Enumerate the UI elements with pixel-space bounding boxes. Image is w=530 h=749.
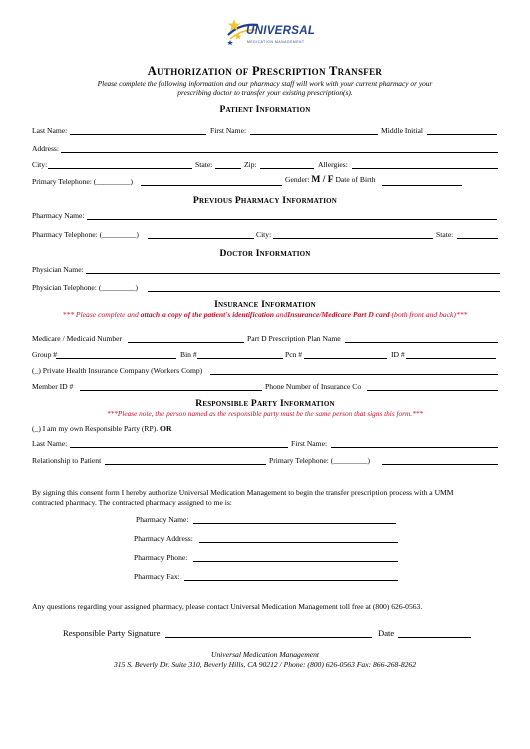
part-d-plan-label: Part D Prescription Plan Name — [247, 334, 341, 343]
gender-label: Gender: — [285, 175, 310, 184]
bin-label: Bin # — [180, 350, 197, 359]
medicare-number-field[interactable] — [128, 342, 244, 343]
gender-options[interactable]: M / F — [311, 175, 334, 185]
prev-pharmacy-phone-field[interactable] — [148, 238, 254, 239]
city-label: City: — [32, 160, 48, 169]
rp-last-name-label: Last Name: — [32, 439, 68, 448]
rp-last-name-field[interactable] — [70, 447, 288, 448]
allergies-field[interactable] — [352, 168, 498, 169]
id-label: ID # — [391, 350, 405, 359]
last-name-field[interactable] — [70, 134, 206, 135]
bin-field[interactable] — [197, 358, 283, 359]
questions-text: Any questions regarding your assigned pharmacy, please contact Universal Medication Management toll free at (800) 626-0563. — [32, 602, 423, 611]
rp-signature-label: Responsible Party Signature — [63, 628, 161, 638]
intro-text-line1: Please complete the following information and our pharmacy staff will work with your current pharmacy or your — [97, 79, 433, 88]
middle-initial-label: Middle Initial — [381, 126, 423, 135]
own-rp-row[interactable] — [32, 424, 171, 433]
group-label: Group # — [32, 350, 58, 359]
doctor-info-heading: Doctor Information — [219, 248, 311, 259]
rp-first-name-label: First Name: — [291, 439, 328, 448]
rp-phone-label: Primary Telephone: (_________) — [269, 456, 370, 465]
member-id-label: Member ID # — [32, 382, 74, 391]
dob-label: Date of Birth — [335, 175, 376, 184]
footer-company: Universal Medication Management — [211, 650, 319, 659]
zip-label: Zip: — [244, 160, 257, 169]
state-field[interactable] — [215, 168, 241, 169]
assigned-pharmacy-address-label: Pharmacy Address: — [134, 534, 193, 543]
assigned-pharmacy-name-label: Pharmacy Name: — [136, 515, 189, 524]
insurance-note-id: attach a copy of the patient's identification — [140, 310, 274, 319]
rp-signature-field[interactable] — [165, 637, 372, 638]
patient-info-heading: Patient Information — [219, 104, 311, 115]
insurance-note-pre: *** Please complete and — [62, 310, 141, 319]
zip-field[interactable] — [260, 168, 314, 169]
rp-first-name-field[interactable] — [331, 447, 498, 448]
first-name-field[interactable] — [250, 134, 378, 135]
primary-phone-label: Primary Telephone: (_________) — [32, 177, 133, 186]
physician-name-label: Physician Name: — [32, 265, 84, 274]
state-label: State: — [195, 160, 213, 169]
city-field[interactable] — [48, 168, 192, 169]
medicare-number-label: Medicare / Medicaid Number — [32, 334, 123, 343]
pcn-field[interactable] — [304, 358, 387, 359]
insurance-info-heading: Insurance Information — [214, 299, 316, 310]
member-id-field[interactable] — [80, 390, 262, 391]
page-title: Authorization of Prescription Transfer — [147, 64, 383, 78]
own-rp-or: OR — [160, 424, 172, 433]
responsible-party-heading: Responsible Party Information — [195, 398, 335, 409]
assigned-pharmacy-phone-label: Pharmacy Phone: — [134, 553, 188, 562]
consent-text-line1: By signing this consent form I hereby authorize Universal Medication Management to begin the transfer prescription process with a UMM — [32, 488, 454, 497]
physician-name-field[interactable] — [86, 273, 500, 274]
address-label: Address: — [32, 144, 59, 153]
middle-initial-field[interactable] — [427, 134, 497, 135]
prev-pharmacy-name-field[interactable] — [87, 219, 497, 220]
private-insurance-field[interactable] — [210, 374, 498, 375]
primary-phone-field[interactable] — [141, 185, 282, 186]
previous-pharmacy-heading: Previous Pharmacy Information — [192, 195, 338, 206]
responsible-party-note: ***Please note, the person named as the responsible party must be the same person that signs this form.*** — [106, 409, 424, 418]
prev-pharmacy-name-label: Pharmacy Name: — [32, 211, 85, 220]
logo-wordmark: UNIVERSAL — [246, 25, 316, 37]
relationship-field[interactable] — [105, 464, 266, 465]
allergies-label: Allergies: — [318, 160, 348, 169]
own-rp-label: (_) I am my own Responsible Party (RP). — [32, 424, 159, 433]
insurance-note-mid: and — [273, 310, 288, 319]
id-field[interactable] — [406, 358, 496, 359]
logo-tagline: MEDICATION MANAGEMENT — [247, 40, 305, 44]
first-name-label: First Name: — [210, 126, 247, 135]
assigned-pharmacy-name-field[interactable] — [193, 523, 396, 524]
group-field[interactable] — [56, 358, 176, 359]
signature-date-label: Date — [378, 628, 395, 638]
physician-phone-label: Physician Telephone: (_________) — [32, 283, 139, 292]
address-field[interactable] — [61, 152, 498, 153]
insurance-note-card: Insurance/Medicare Part D card — [287, 310, 390, 319]
pcn-label: Pcn # — [285, 350, 303, 359]
signature-date-field[interactable] — [398, 637, 471, 638]
part-d-plan-field[interactable] — [345, 342, 498, 343]
insurance-phone-field[interactable] — [367, 390, 498, 391]
assigned-pharmacy-fax-label: Pharmacy Fax: — [134, 572, 180, 581]
assigned-pharmacy-fax-field[interactable] — [184, 580, 398, 581]
dob-field[interactable] — [382, 185, 462, 186]
prev-pharmacy-phone-label: Pharmacy Telephone: (_________) — [32, 230, 139, 239]
last-name-label: Last Name: — [32, 126, 68, 135]
intro-text-line2: prescribing doctor to transfer your existing prescription(s). — [177, 88, 353, 97]
gender-group — [285, 175, 376, 185]
consent-text-line2: contracted pharmacy. The contracted pharmacy assigned to me is: — [32, 498, 232, 507]
physician-phone-field[interactable] — [148, 291, 500, 292]
footer-address: 315 S. Beverly Dr. Suite 310, Beverly Hills, CA 90212 / Phone: (800) 626-0563 Fax: 866-268-8262 — [113, 660, 417, 669]
assigned-pharmacy-address-field[interactable] — [199, 542, 398, 543]
prev-pharmacy-state-field[interactable] — [457, 238, 498, 239]
insurance-phone-label: Phone Number of Insurance Co — [265, 382, 362, 391]
insurance-note-post: (both front and back)*** — [389, 310, 468, 319]
rp-phone-field[interactable] — [382, 464, 498, 465]
prev-pharmacy-city-label: City: — [256, 230, 272, 239]
private-insurance-label[interactable]: (_) Private Health Insurance Company (Workers Comp) — [32, 366, 203, 375]
relationship-label: Relationship to Patient — [32, 456, 102, 465]
insurance-note — [0, 310, 530, 319]
prev-pharmacy-city-field[interactable] — [273, 238, 433, 239]
assigned-pharmacy-phone-field[interactable] — [193, 561, 398, 562]
prev-pharmacy-state-label: State: — [436, 230, 454, 239]
